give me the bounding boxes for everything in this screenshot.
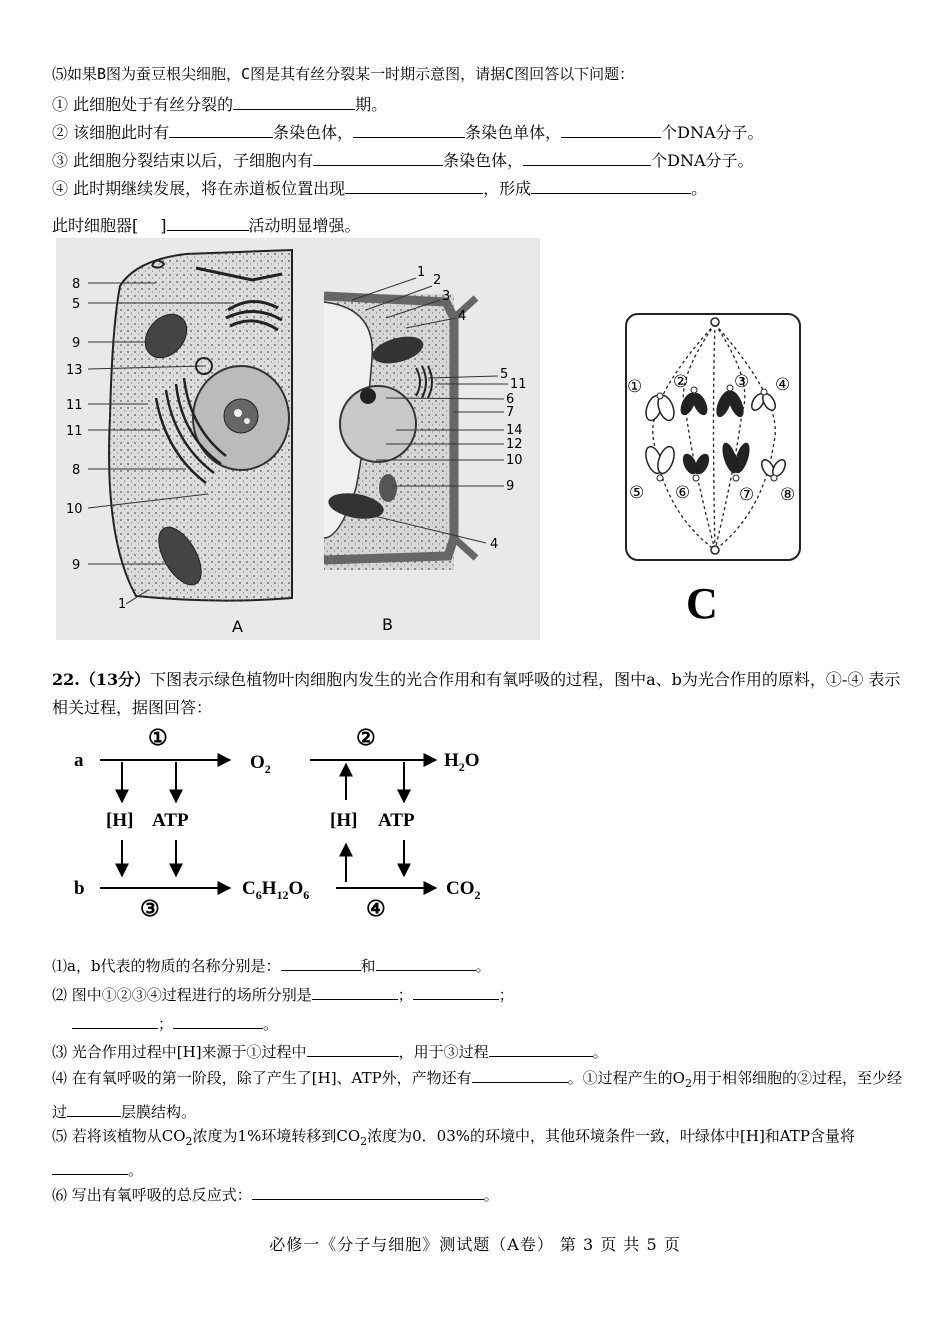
- text: ；: [498, 986, 514, 1004]
- text: 。: [263, 1015, 279, 1033]
- answer-blank[interactable]: [173, 1012, 263, 1029]
- page-footer: 必修一《分子与细胞》测试题（A卷） 第 3 页 共 5 页: [269, 1235, 681, 1254]
- q22-sub-2: [52, 983, 514, 1005]
- plant-cell-b: [324, 265, 527, 634]
- text: ]: [160, 216, 167, 235]
- label-a-9b: 9: [72, 558, 81, 573]
- caption-b: B: [382, 615, 393, 634]
- question-number: 22.: [52, 670, 80, 689]
- label-a-8: 8: [72, 277, 81, 292]
- answer-blank[interactable]: [233, 93, 355, 110]
- caption-a: A: [232, 617, 243, 636]
- answer-blank[interactable]: [307, 1040, 399, 1057]
- text: 条染色体，: [273, 123, 354, 142]
- text: 此时细胞器[: [52, 216, 139, 235]
- label-b-1: 1: [417, 265, 426, 280]
- text: 和: [360, 957, 376, 975]
- flow-h-right: [H]: [330, 810, 358, 831]
- text: ；: [397, 986, 413, 1004]
- q22-sub-2-cont: [72, 1012, 278, 1034]
- label-b-6: 6: [506, 392, 515, 407]
- answer-blank[interactable]: [345, 177, 483, 194]
- answer-blank[interactable]: [312, 983, 398, 1000]
- answer-blank[interactable]: [561, 121, 661, 138]
- answer-blank[interactable]: [489, 1040, 593, 1057]
- label-b-4: 4: [458, 309, 467, 324]
- num-2: ②: [673, 372, 689, 392]
- text: 条染色体，: [443, 151, 524, 170]
- mitosis-svg: [624, 312, 802, 562]
- flow-svg: [60, 718, 520, 928]
- num-8: ⑧: [780, 485, 796, 505]
- answer-blank[interactable]: [52, 1158, 128, 1175]
- pole-bottom: [711, 546, 719, 554]
- animal-cell-a: [66, 250, 292, 636]
- label-a-8b: 8: [72, 463, 81, 478]
- label-a-1: 1: [118, 597, 127, 612]
- text: ，用于③过程: [398, 1043, 489, 1061]
- text: ⑶ 光合作用过程中[H]来源于①过程中: [52, 1043, 307, 1061]
- num-6: ⑥: [675, 483, 691, 503]
- figure-c-caption: C: [686, 579, 718, 628]
- text: 。: [475, 957, 491, 975]
- subscript: 2: [684, 1077, 692, 1090]
- text: ① 此细胞处于有丝分裂的: [52, 95, 234, 114]
- flow-a: a: [74, 750, 84, 771]
- cell-diagram-svg: [56, 238, 540, 640]
- text: 用于相邻细胞的②过程，至少经过: [52, 1069, 902, 1121]
- label-b-5: 5: [500, 367, 509, 382]
- answer-blank[interactable]: [252, 1183, 484, 1200]
- label-b-12: 12: [506, 437, 523, 452]
- num-3: ③: [734, 372, 750, 392]
- q21-line-4: [52, 177, 707, 199]
- q21-line-3: [52, 149, 754, 171]
- text: ，形成: [483, 179, 532, 198]
- text: 个DNA分子。: [651, 151, 754, 170]
- flow-h2o: $H_2O$: [444, 750, 480, 774]
- cell-diagrams-ab: [56, 238, 540, 640]
- text: ⑸ 若将该植物从CO: [52, 1127, 186, 1145]
- text: 条染色单体，: [465, 123, 562, 142]
- label-a-11: 11: [66, 398, 83, 413]
- text: ⑴a，b代表的物质的名称分别是：: [52, 957, 281, 975]
- text: 。: [483, 1186, 499, 1204]
- label-a-5: 5: [72, 297, 81, 312]
- answer-blank[interactable]: [72, 1012, 158, 1029]
- question-text: 下图表示绿色植物叶肉细胞内发生的光合作用和有氧呼吸的过程，图中a、b为光合作用的原料，①-④ 表示相关过程，据图回答：: [52, 670, 901, 717]
- flow-process-3: ③: [140, 896, 160, 921]
- cell-outline: [626, 314, 800, 560]
- text: 活动明显增强。: [248, 216, 361, 235]
- text: 。①过程产生的O: [567, 1069, 685, 1087]
- text: ⑹ 写出有氧呼吸的总反应式：: [52, 1186, 252, 1204]
- q22-sub-4: [52, 1064, 902, 1126]
- label-b-2: 2: [433, 273, 442, 288]
- text: ；: [158, 1015, 174, 1033]
- answer-blank[interactable]: [67, 1100, 121, 1117]
- text: 层膜结构。: [121, 1103, 197, 1121]
- subscript: 2: [360, 1135, 368, 1148]
- answer-blank[interactable]: [353, 121, 465, 138]
- q22-sub-5: [52, 1122, 902, 1184]
- label-b-7: 7: [506, 405, 515, 420]
- q21-line-5: [52, 214, 361, 236]
- flow-h-left: [H]: [106, 810, 134, 831]
- text: 浓度为0．03%的环境中，其他环境条件一致，叶绿体中[H]和ATP含量将: [367, 1127, 855, 1145]
- label-a-10: 10: [66, 502, 83, 517]
- q21-line-2: [52, 121, 764, 143]
- label-b-11: 11: [510, 377, 527, 392]
- label-a-11b: 11: [66, 424, 83, 439]
- answer-blank[interactable]: [523, 149, 651, 166]
- q21-line-1: [52, 93, 387, 115]
- mitosis-figure-c: [624, 312, 802, 562]
- text: 期。: [355, 95, 388, 114]
- num-7: ⑦: [739, 485, 755, 505]
- answer-blank[interactable]: [313, 149, 443, 166]
- q22-sub-6: [52, 1183, 499, 1205]
- answer-blank[interactable]: [472, 1066, 568, 1083]
- label-b-10: 10: [506, 453, 523, 468]
- answer-blank[interactable]: [376, 954, 476, 971]
- answer-blank[interactable]: [413, 983, 499, 1000]
- q21-intro: ⑸如果B图为蚕豆根尖细胞，C图是其有丝分裂某一时期示意图，请据C图回答以下问题：: [52, 65, 635, 83]
- flow-co2: $CO_2$: [446, 878, 481, 902]
- answer-blank[interactable]: [281, 954, 361, 971]
- text: ⑵ 图中①②③④过程进行的场所分别是: [52, 986, 312, 1004]
- num-5: ⑤: [629, 483, 645, 503]
- text: ④ 此时期继续发展，将在赤道板位置出现: [52, 179, 346, 198]
- text: 。: [592, 1043, 608, 1061]
- answer-blank[interactable]: [167, 214, 249, 231]
- text: ⑷ 在有氧呼吸的第一阶段，除了产生了[H]、ATP外，产物还有: [52, 1069, 472, 1087]
- subscript: 2: [185, 1135, 193, 1148]
- num-1: ①: [627, 377, 643, 397]
- text: 。: [691, 179, 708, 198]
- nucleus-b: [340, 386, 416, 462]
- flow-process-1: ①: [148, 725, 168, 750]
- flow-process-4: ④: [366, 896, 386, 921]
- num-4: ④: [775, 375, 791, 395]
- label-b-14: 14: [506, 423, 523, 438]
- q22-sub-3: [52, 1040, 608, 1062]
- pole-top: [711, 318, 719, 326]
- text: ② 该细胞此时有: [52, 123, 170, 142]
- mitochondrion-b: [379, 474, 397, 502]
- label-b-3: 3: [442, 289, 451, 304]
- q22-sub-1: [52, 954, 491, 976]
- label-b-9: 9: [506, 479, 515, 494]
- photosynthesis-respiration-flow: [60, 718, 520, 928]
- flow-atp-left: ATP: [152, 810, 189, 831]
- q22-header: [52, 666, 902, 722]
- flow-o2: $O_2$: [250, 752, 271, 776]
- label-b-4b: 4: [490, 537, 499, 552]
- answer-blank[interactable]: [169, 121, 273, 138]
- label-a-9: 9: [72, 336, 81, 351]
- flow-process-2: ②: [356, 725, 376, 750]
- text: 。: [128, 1161, 144, 1179]
- flow-b: b: [74, 878, 85, 899]
- flow-glucose: $C_6H_{12}O_6$: [242, 878, 310, 902]
- text: 浓度为1%环境转移到CO: [192, 1127, 361, 1145]
- label-a-13: 13: [66, 363, 83, 378]
- flow-atp-right: ATP: [378, 810, 415, 831]
- text: ③ 此细胞分裂结束以后，子细胞内有: [52, 151, 314, 170]
- question-score: （13分）: [79, 670, 151, 689]
- text: 个DNA分子。: [661, 123, 764, 142]
- answer-blank[interactable]: [531, 177, 691, 194]
